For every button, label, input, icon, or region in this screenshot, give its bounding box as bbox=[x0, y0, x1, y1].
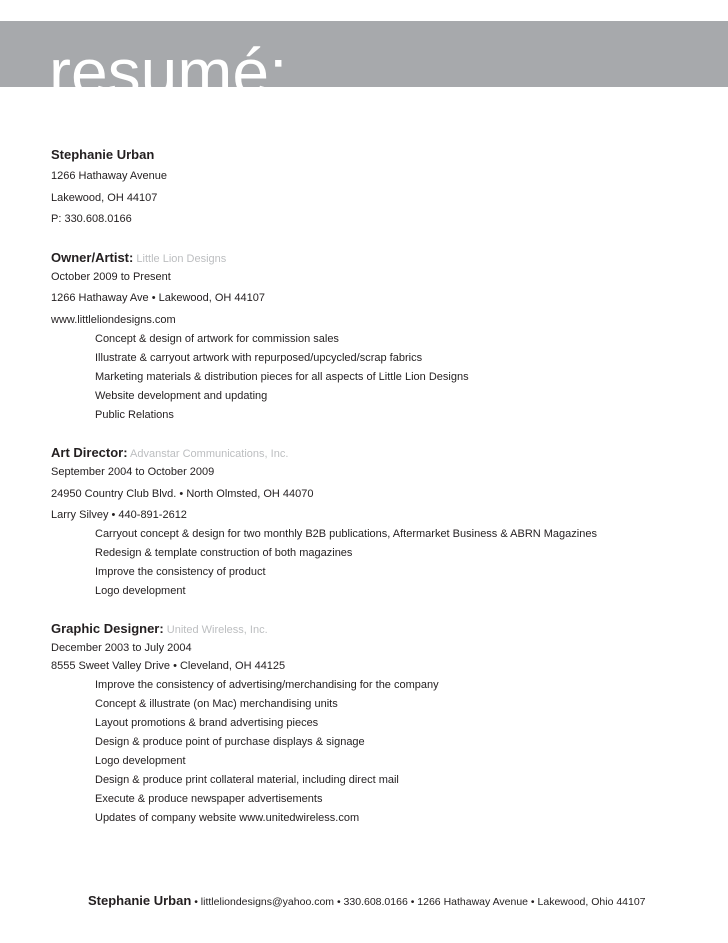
job-duty: Improve the consistency of product bbox=[95, 566, 266, 578]
contact-name: Stephanie Urban bbox=[51, 147, 155, 162]
job-location: 8555 Sweet Valley Drive • Cleveland, OH 44125 bbox=[51, 660, 286, 672]
job-contact: Larry Silvey • 440-891-2612 bbox=[51, 509, 187, 521]
contact-phone: P: 330.608.0166 bbox=[51, 213, 132, 225]
job-dates: October 2009 to Present bbox=[51, 271, 171, 283]
job-title: Owner/Artist: bbox=[51, 250, 134, 265]
job-dates: December 2003 to July 2004 bbox=[51, 642, 192, 654]
job-location: 24950 Country Club Blvd. • North Olmsted, OH 44070 bbox=[51, 488, 314, 500]
job-duty: Improve the consistency of advertising/merchandising for the company bbox=[95, 679, 439, 691]
job-dates: September 2004 to October 2009 bbox=[51, 466, 215, 478]
job-company: Advanstar Communications, Inc. bbox=[130, 448, 289, 460]
job-duty: Website development and updating bbox=[95, 390, 268, 402]
job-duty: Carryout concept & design for two monthly B2B publications, Aftermarket Business & ABRN Magazines bbox=[95, 528, 597, 540]
page-title: resumé: bbox=[49, 35, 288, 109]
job-company: Little Lion Designs bbox=[136, 253, 227, 265]
job-location: 1266 Hathaway Ave • Lakewood, OH 44107 bbox=[51, 292, 266, 304]
contact-address: 1266 Hathaway Avenue bbox=[51, 170, 167, 182]
job-duty: Execute & produce newspaper advertisements bbox=[95, 793, 323, 805]
job-duty: Logo development bbox=[95, 585, 186, 597]
job-company: United Wireless, Inc. bbox=[166, 624, 268, 636]
footer bbox=[88, 893, 646, 908]
job-duty: Redesign & template construction of both magazines bbox=[95, 547, 353, 559]
job-duty: Public Relations bbox=[95, 409, 174, 421]
job-duty: Concept & design of artwork for commission sales bbox=[95, 333, 339, 345]
footer-details: • littleliondesigns@yahoo.com • 330.608.0166 • 1266 Hathaway Avenue • Lakewood, Ohio 44107 bbox=[191, 896, 646, 908]
job-duty: Layout promotions & brand advertising pieces bbox=[95, 717, 319, 729]
job-duty: Design & produce point of purchase displays & signage bbox=[95, 736, 365, 748]
job-duty: Marketing materials & distribution pieces for all aspects of Little Lion Designs bbox=[95, 371, 469, 383]
job-duty: Design & produce print collateral material, including direct mail bbox=[95, 774, 399, 786]
job-duty: Concept & illustrate (on Mac) merchandising units bbox=[95, 698, 338, 710]
footer-name: Stephanie Urban bbox=[88, 893, 192, 908]
job-title: Art Director: bbox=[51, 445, 128, 460]
job-duty: Illustrate & carryout artwork with repurposed/upcycled/scrap fabrics bbox=[95, 352, 423, 364]
job-title: Graphic Designer: bbox=[51, 621, 164, 636]
job-heading bbox=[51, 622, 268, 637]
job-heading bbox=[51, 251, 226, 266]
job-duty: Updates of company website www.unitedwireless.com bbox=[95, 812, 360, 824]
job-duty: Logo development bbox=[95, 755, 186, 767]
job-heading bbox=[51, 446, 288, 461]
job-website: www.littleliondesigns.com bbox=[51, 314, 176, 326]
contact-city: Lakewood, OH 44107 bbox=[51, 192, 158, 204]
header-band bbox=[0, 21, 728, 109]
